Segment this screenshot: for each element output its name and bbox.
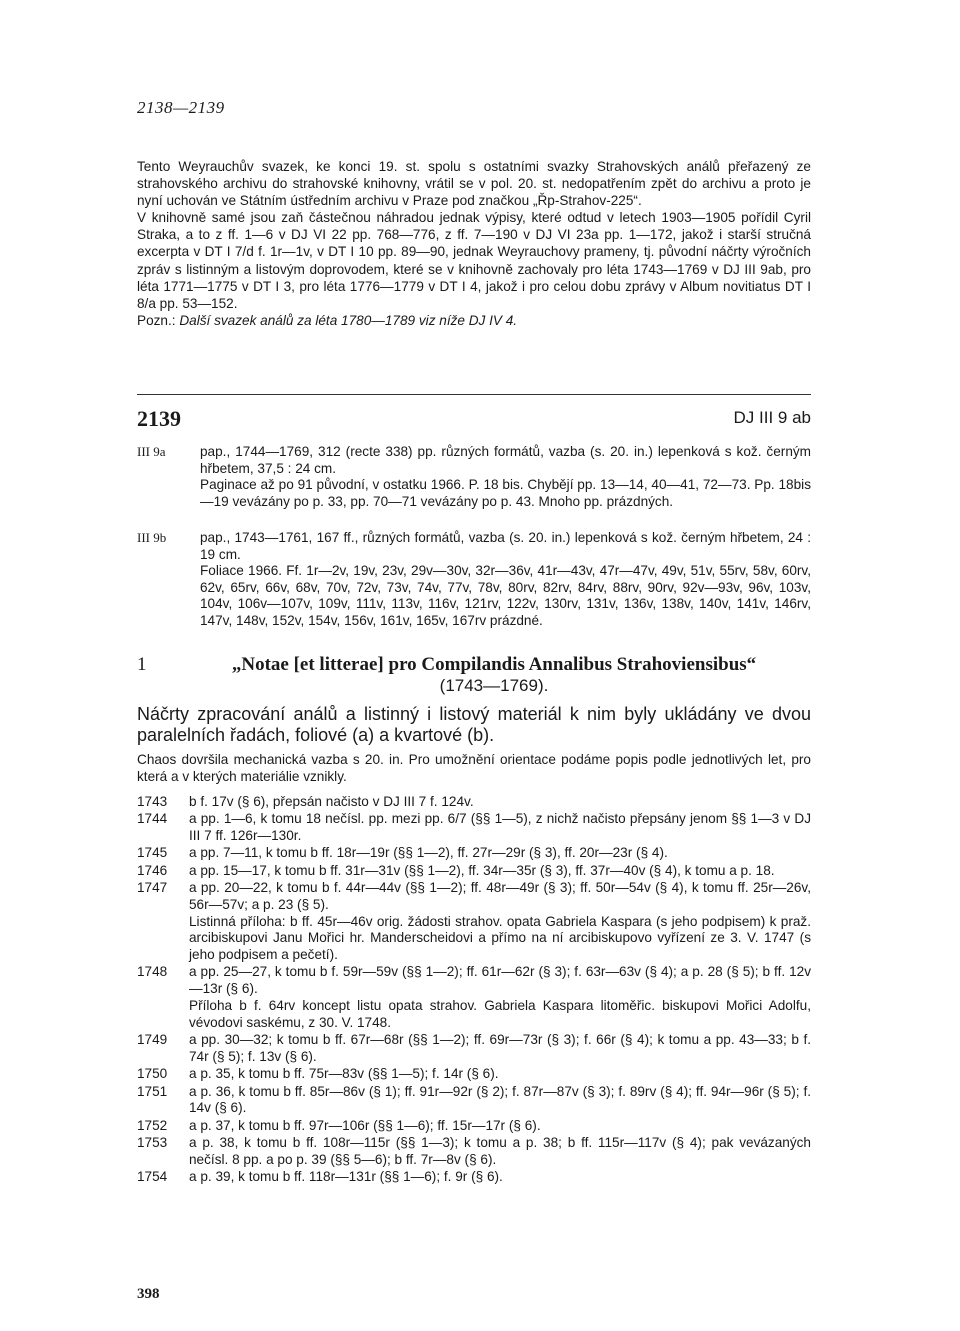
lead-paragraph: Náčrty zpracování análů a listinný i listový materiál k nim byly ukládány ve dvou paralelních řadách, foliové (a) a kvartové (b). [137,704,811,745]
entry-number: 2139 [137,406,181,431]
year-line: Příloha b f. 64rv koncept listu opata strahov. Gabriela Kaspara litoměřic. biskupovi Mořici Adolfu, vévodovi saskému, z 30. V. 1748. [189,998,811,1030]
year-text [189,880,811,964]
section-divider [137,394,811,395]
year-text [189,1169,811,1186]
year-label: 1747 [137,879,168,895]
year-label: 1752 [137,1117,168,1133]
section-number: 1 [137,654,147,675]
year-label: 1750 [137,1066,168,1082]
year-entry [137,794,811,811]
year-line: a p. 38, k tomu b ff. 108r—115r (§§ 1—3); k tomu a p. 38; b ff. 115r—117v (§ 4); pak vevázaných nečísl. 8 pp. a po p. 39 (§§ 5—6); b ff. 7r—8v (§ 6). [189,1134,811,1167]
entry-header [137,406,811,432]
year-text [189,1066,811,1083]
year-label: 1744 [137,811,168,827]
section-title: „Notae [et litterae] pro Compilandis Annalibus Strahoviensibus“ [231,654,757,675]
year-line: a p. 36, k tomu b ff. 85r—86v (§ 1); ff. 91r—92r (§ 2); f. 87r—87v (§ 3); f. 89rv (§ 4); ff. 94r—96r (§ 5); f. 14v (§ 6). [189,1083,811,1116]
volume-9b [137,530,811,630]
section-years: (1743—1769). [439,676,549,695]
year-label: 1754 [137,1169,168,1185]
year-line: b f. 17v (§ 6), přepsán načisto v DJ III 7 f. 124v. [189,794,474,809]
volume-9a [137,444,811,510]
year-entry [137,1032,811,1066]
year-label: 1753 [137,1134,168,1150]
running-head: 2138—2139 [137,98,225,117]
note-text: Další svazek análů za léta 1780—1789 viz níže DJ IV 4. [179,312,518,328]
volume-signature: III 9a [137,444,166,459]
note-label: Pozn.: [137,312,176,328]
year-entry [137,1066,811,1083]
year-text [189,794,811,811]
year-entry [137,1118,811,1135]
year-line: a pp. 1—6, k tomu 18 nečísl. pp. mezi pp. 6/7 (§§ 1—5), z nichž načisto přepsány jenom §§ 1—3 v DJ III 7 ff. 126r—130r. [189,811,811,844]
year-label: 1749 [137,1032,168,1048]
year-line: Listinná příloha: b ff. 45r—46v orig. žádosti strahov. opata Gabriela Kaspara (s jeho podpisem) k praž. arcibiskupovi Janu Mořici hr. Manderscheidovi a přímo na ní arcibiskupovo vyřízení ze 3. V. 1747 (s jeho podpisem a pečetí). [189,913,811,963]
year-text [189,811,811,845]
year-label: 1748 [137,964,168,980]
year-entries [137,794,811,1186]
year-entry [137,964,811,1031]
year-line: a p. 35, k tomu b ff. 75r—83v (§§ 1—5); f. 14r (§ 6). [189,1066,499,1082]
volume-signature: III 9b [137,530,167,545]
intro-text [137,158,811,329]
year-label: 1745 [137,845,168,861]
year-text [189,845,811,862]
year-entry [137,1084,811,1118]
year-entry [137,863,811,880]
year-text [189,1032,811,1066]
intro-paragraph-2: V knihovně samé jsou zaň částečnou náhradou jednak výpisy, které odtud v letech 1903—1905 pořídil Cyril Straka, a to z ff. 1—6 v DJ VI 22 pp. 768—776, z ff. 7—190 v DJ VI 23a pp. 1—172, jakož i starší stručná excerpta v DT I 7/d f. 1r—1v, v DT I 10 pp. 89—90, jednak Weyrauchovy prameny, tj. původní náčrty výročních zpráv s listinným a listovým doprovodem, které se v knihovně zachovaly pro léta 1743—1769 v DJ III 9ab, pro léta 1771—1775 v DT I 3, pro léta 1776—1779 v DT I 4, jakož i pro celou dobu zprávy v Album novitiatus DT I 8/a pp. 53—152. [137,210,811,311]
volume-description [200,444,811,510]
year-label: 1751 [137,1083,168,1099]
year-entry [137,845,811,862]
volume-line: pap., 1743—1761, 167 ff., různých formátů, vazba (s. 20. in.) lepenková s kož. černým hřbetem, 24 : 19 cm. [200,530,811,562]
year-text [189,964,811,1031]
year-line: a pp. 7—11, k tomu b ff. 18r—19r (§§ 1—2), ff. 27r—29r (§ 3), ff. 20r—23r (§ 4). [189,845,668,861]
year-text [189,1118,811,1135]
year-line: a pp. 30—32; k tomu b ff. 67r—68r (§§ 1—2); ff. 69r—73r (§ 3); f. 66r (§ 4); k tomu a pp. 43—33; b f. 74r (§ 5); f. 13v (§ 6). [189,1032,811,1064]
year-label: 1746 [137,862,168,878]
year-entry [137,880,811,964]
volume-line: Paginace až po 91 původní, v ostatku 1966. P. 18 bis. Chybějí pp. 13—14, 40—41, 72—73. Pp. 18bis—19 vevázány po p. 33, pp. 70—71 vevázány po p. 43. Mnoho pp. prázdných. [200,477,811,509]
year-entry [137,811,811,845]
year-text [189,1135,811,1169]
volume-description [200,530,811,630]
year-line: a p. 39, k tomu b ff. 118r—131r (§§ 1—6); f. 9r (§ 6). [189,1169,503,1185]
year-text [189,863,811,880]
year-line: a pp. 15—17, k tomu b ff. 31r—31v (§§ 1—2), ff. 34r—35r (§ 3), ff. 37r—40v (§ 4), k tomu a p. 18. [189,862,775,878]
year-entry [137,1169,811,1186]
section-1-heading [137,654,811,696]
entry-signature: DJ III 9 ab [733,408,811,427]
intro-note [137,312,811,329]
year-label: 1743 [137,794,168,809]
volume-line: Foliace 1966. Ff. 1r—2v, 19v, 23v, 29v—30v, 32r—36v, 41r—43v, 47r—47v, 49v, 51v, 55rv, 58v, 60rv, 62v, 65rv, 66v, 68v, 70v, 72v, 73v, 74v, 77v, 78v, 80rv, 82rv, 84rv, 88rv, 90rv, 92v—93v, 96v, 103v, 104v, 106v—107v, 109v, 111v, 113v, 116v, 121rv, 122v, 130rv, 131v, 136v, 138v, 140v, 141v, 146rv, 147v, 148v, 152v, 154v, 156v, 161v, 165v, 167rv prázdné. [200,563,811,628]
intro-paragraph-1: Tento Weyrauchův svazek, ke konci 19. st. spolu s ostatními svazky Strahovských análů přeřazený ze strahovského archivu do strahovské knihovny, vrátil se v pol. 20. st. nedopatřením zpět do archivu a proto je nyní uchován ve Státním ústředním archivu v Praze pod značkou „Řp-Strahov-225“. [137,159,811,209]
page-number: 398 [137,1286,160,1302]
volume-line: pap., 1744—1769, 312 (recte 338) pp. různých formátů, vazba (s. 20. in.) lepenková s kož. černým hřbetem, 37,5 : 24 cm. [200,444,811,476]
chaos-paragraph: Chaos dovršila mechanická vazba s 20. in. Pro umožnění orientace podáme popis podle jednotlivých let, pro která a v kterých materiálie vznikly. [137,752,811,784]
year-entry [137,1135,811,1169]
year-text [189,1084,811,1118]
year-line: a pp. 25—27, k tomu b f. 59r—59v (§§ 1—2); ff. 61r—62r (§ 3); f. 63r—63v (§ 4); a p. 28 (§ 5); b ff. 12v—13r (§ 6). [189,964,811,997]
year-line: a p. 37, k tomu b ff. 97r—106r (§§ 1—6); ff. 15r—17r (§ 6). [189,1117,541,1133]
year-line: a pp. 20—22, k tomu b f. 44r—44v (§§ 1—2); ff. 48r—49r (§ 3); ff. 50r—54v (§ 4), k tomu ff. 25r—26v, 56r—57v; a p. 23 (§ 5). [189,879,811,912]
